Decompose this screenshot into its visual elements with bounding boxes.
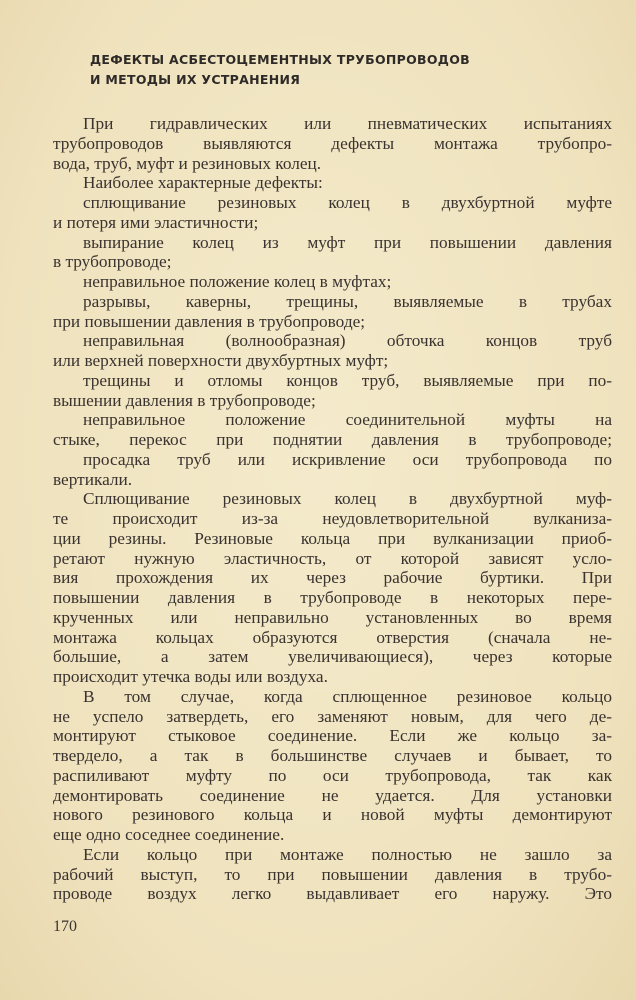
text-line: рабочий выступ, то при повышении давления в трубо- (53, 864, 612, 884)
text-line: Сплющивание резиновых колец в двухбуртной муф- (83, 489, 612, 509)
text-line: неправильное положение соединительной муфты на (83, 410, 612, 430)
text-line: ции резины. Резиновые кольца при вулканизации приоб- (53, 528, 612, 548)
heading-line-2: И МЕТОДЫ ИХ УСТРАНЕНИЯ (90, 72, 301, 87)
body-text (53, 114, 612, 904)
section-heading (90, 50, 470, 90)
text-line: вия прохождения их через рабочие буртики. При (53, 568, 612, 588)
text-line: стыке, перекос при поднятии давления в трубопроводе; (53, 430, 612, 449)
text-line: вода, труб, муфт и резиновых колец. (53, 153, 322, 173)
text-line: или верхней поверхности двухбуртных муфт; (53, 351, 389, 370)
text-line: те происходит из-за неудовлетворительной вулканиза- (53, 509, 612, 528)
text-line: происходит утечка воды или воздуха. (53, 667, 328, 686)
text-line: еще одно соседнее соединение. (53, 825, 285, 844)
text-line: при повышении давления в трубопроводе; (53, 311, 366, 331)
text-line: и потеря ими эластичности; (53, 212, 259, 232)
text-line: демонтировать соединение не удается. Для установки (53, 785, 612, 805)
text-line: проводе воздух легко выдавливает его наружу. Это (53, 884, 612, 904)
text-line: большие, а затем увеличивающиеся), через которые (53, 647, 612, 667)
text-line: твердело, а так в большинстве случаев и бывает, то (53, 746, 612, 765)
text-line: В том случае, когда сплющенное резиновое кольцо (83, 686, 612, 706)
text-line: крученных или неправильно установленных во время (53, 607, 612, 627)
text-line: трещины и отломы концов труб, выявляемые при по- (83, 370, 612, 390)
text-line: Наиболее характерные дефекты: (83, 173, 323, 193)
text-line: сплющивание резиновых колец в двухбуртной муфте (83, 193, 612, 212)
text-line: распиливают муфту по оси трубопровода, так как (53, 765, 612, 785)
text-line: не успело затвердеть, его заменяют новым, для чего де- (53, 706, 612, 726)
text-line: При гидравлических или пневматических испытаниях (83, 114, 612, 133)
text-line: монтируют стыковое соединение. Если же кольцо за- (53, 726, 612, 746)
text-line: Если кольцо при монтаже полностью не зашло за (83, 844, 612, 864)
text-line: вышении давления в трубопроводе; (53, 390, 316, 410)
text-line: нового резинового кольца и новой муфты демонтируют (53, 805, 612, 825)
text-line: вертикали. (53, 469, 133, 489)
text-line: в трубопроводе; (53, 252, 172, 272)
text-line: неправильная (волнообразная) обточка концов труб (83, 331, 612, 351)
text-line: выпирание колец из муфт при повышении давления (83, 232, 612, 252)
text-line: повышении давления в трубопроводе в некоторых пере- (53, 588, 612, 607)
text-line: монтажа кольцах образуются отверстия (сначала не- (53, 627, 612, 647)
text-line: трубопроводов выявляются дефекты монтажа трубопро- (53, 133, 612, 153)
page-number: 170 (53, 918, 77, 935)
text-line: разрывы, каверны, трещины, выявляемые в трубах (83, 291, 612, 311)
text-line: неправильное положение колец в муфтах; (83, 272, 392, 291)
text-line: просадка труб или искривление оси трубопровода по (83, 449, 612, 469)
heading-line-1: ДЕФЕКТЫ АСБЕСТОЦЕМЕНТНЫХ ТРУБОПРОВОДОВ (90, 52, 470, 67)
text-line: ретают нужную эластичность, от которой зависят усло- (53, 548, 612, 568)
